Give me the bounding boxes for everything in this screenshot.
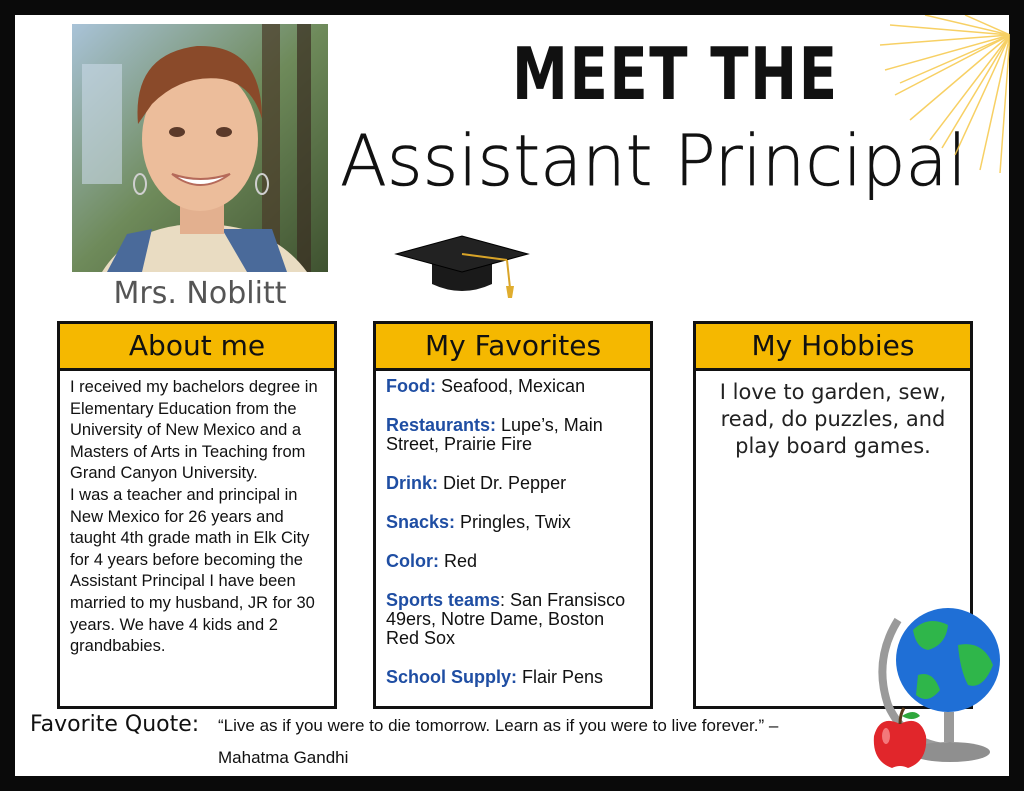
profile-photo bbox=[72, 24, 328, 272]
favorite-label: School Supply: bbox=[386, 667, 518, 687]
favorite-item-restaurants bbox=[386, 416, 640, 454]
favorite-label: Color: bbox=[386, 551, 439, 571]
about-me-text: I received my bachelors degree in Elementary Education from the University of New Mexico and a Masters of Arts in Teaching from Grand Canyon University. I was a teacher and principal in New Mexico for 26 years and taught 4th grade math in Elk City for 4 years before becoming the Assistant Principal I have been married to my husband, JR for 30 years. We have 4 kids and 2 grandbabies. bbox=[70, 378, 318, 656]
favorite-value: : San Fransisco 49ers, Notre Dame, Boston Red Sox bbox=[386, 590, 626, 648]
apple-icon bbox=[870, 706, 930, 772]
favorite-label: Food: bbox=[386, 376, 436, 396]
favorite-value: Pringles, Twix bbox=[455, 512, 571, 532]
favorite-item-color bbox=[386, 552, 640, 571]
favorite-label: Sports teams bbox=[386, 590, 501, 610]
favorite-item-drink bbox=[386, 474, 640, 493]
favorite-value: Flair Pens bbox=[517, 667, 604, 687]
favorite-item-snacks bbox=[386, 513, 640, 532]
favorite-label: Snacks: bbox=[386, 512, 456, 532]
favorite-item-sports-teams bbox=[386, 591, 640, 648]
favorites-panel bbox=[373, 321, 653, 709]
about-me-heading: About me bbox=[60, 324, 334, 371]
favorite-value: Red bbox=[439, 551, 478, 571]
favorite-label: Restaurants: bbox=[386, 415, 497, 435]
hobbies-text: I love to garden, sew, read, do puzzles, and play board games. bbox=[719, 380, 947, 458]
about-me-panel bbox=[57, 321, 337, 709]
favorite-value: Lupe’s, Main Street, Prairie Fire bbox=[386, 415, 603, 454]
favorite-quote-label: Favorite Quote: bbox=[30, 712, 200, 737]
favorite-quote-text: “Live as if you were to die tomorrow. Learn as if you were to live forever.” – bbox=[218, 716, 779, 735]
favorite-quote-author: Mahatma Gandhi bbox=[218, 748, 349, 767]
hobbies-heading: My Hobbies bbox=[696, 324, 970, 371]
title-assistant-principal: Assistant Principal bbox=[340, 120, 967, 202]
favorite-label: Drink: bbox=[386, 473, 439, 493]
favorite-value: Seafood, Mexican bbox=[435, 376, 586, 396]
title-meet-the: MEET THE bbox=[512, 32, 839, 116]
graduation-cap-icon bbox=[392, 232, 532, 302]
favorite-item-school-supply bbox=[386, 668, 640, 687]
sun-icon bbox=[870, 15, 1010, 175]
profile-name: Mrs. Noblitt bbox=[113, 276, 287, 311]
favorites-heading: My Favorites bbox=[376, 324, 650, 371]
favorite-value: Diet Dr. Pepper bbox=[438, 473, 567, 493]
favorite-item-food bbox=[386, 377, 640, 396]
